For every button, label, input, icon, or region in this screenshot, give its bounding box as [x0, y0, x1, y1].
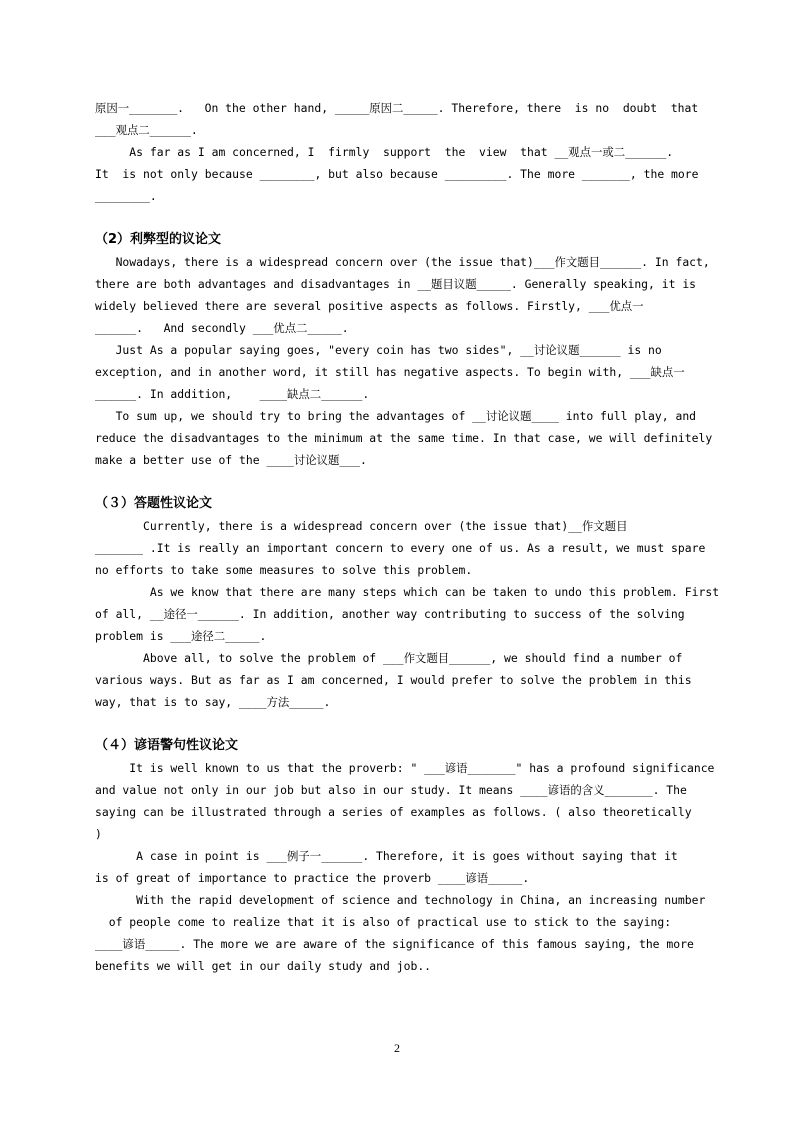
- text-line: _______ .It is really an important concern to every one of us. As a result, we must spare: [95, 541, 706, 555]
- page-number: 2: [394, 1041, 400, 1055]
- text-line: Above all, to solve the problem of ___作文题目______, we should find a number of: [95, 651, 683, 665]
- text-line: exception, and in another word, it still has negative aspects. To begin with, ___缺点一: [95, 365, 685, 379]
- text-line: ______. In addition, ____缺点二______.: [95, 387, 370, 401]
- text-line: It is not only because ________, but also because _________. The more _______, the more: [95, 167, 699, 181]
- text-line: reduce the disadvantages to the minimum at the same time. In that case, we will definitely: [95, 431, 713, 445]
- text-line: A case in point is ___例子一______. Therefore, it is goes without saying that it: [95, 849, 678, 863]
- text-line: ________.: [95, 189, 157, 203]
- text-line: various ways. But as far as I am concerned, I would prefer to solve the problem in this: [95, 673, 692, 687]
- text-line: With the rapid development of science and technology in China, an increasing number: [95, 893, 706, 907]
- text-line: ___观点二______.: [95, 123, 198, 137]
- section-heading: （2）利弊型的议论文: [95, 232, 222, 247]
- text-line: benefits we will get in our daily study and job..: [95, 959, 432, 973]
- text-line: To sum up, we should try to bring the advantages of __讨论议题____ into full play, and: [95, 409, 697, 423]
- text-line: is of great of importance to practice the proverb ____谚语_____.: [95, 871, 530, 885]
- text-line: ______. And secondly ___优点二_____.: [95, 321, 349, 335]
- text-line: ): [95, 827, 102, 841]
- text-line: It is well known to us that the proverb: " ___谚语_______" has a profound significance: [95, 761, 715, 775]
- text-line: ____谚语_____. The more we are aware of the significance of this famous saying, the more: [95, 937, 694, 951]
- section-heading: （３）答题性议论文: [95, 496, 213, 511]
- text-line: Currently, there is a widespread concern over (the issue that)__作文题目: [95, 519, 628, 533]
- text-line: way, that is to say, ____方法_____.: [95, 695, 331, 709]
- text-line: saying can be illustrated through a series of examples as follows. ( also theoretically: [95, 805, 692, 819]
- text-line: of people come to realize that it is also of practical use to stick to the saying:: [95, 915, 672, 929]
- text-line: no efforts to take some measures to solve this problem.: [95, 563, 473, 577]
- text-line: and value not only in our job but also in our study. It means ____谚语的含义_______. The: [95, 783, 687, 797]
- text-line: As far as I am concerned, I firmly support the view that __观点一或二______.: [95, 145, 674, 159]
- text-line: widely believed there are several positive aspects as follows. Firstly, ___优点一: [95, 299, 644, 313]
- text-line: Just As a popular saying goes, "every coin has two sides", __讨论议题______ is no: [95, 343, 662, 357]
- text-line: make a better use of the ____讨论议题___.: [95, 453, 367, 467]
- section-heading: （４）谚语警句性议论文: [95, 738, 239, 753]
- text-line: As we know that there are many steps which can be taken to undo this problem. First: [95, 585, 720, 599]
- text-line: of all, __途径一______. In addition, another way contributing to success of the solving: [95, 607, 685, 621]
- text-line: problem is ___途径二_____.: [95, 629, 267, 643]
- text-line: Nowadays, there is a widespread concern over (the issue that)___作文题目______. In fact,: [95, 255, 710, 269]
- text-line: 原因一_______. On the other hand, _____原因二_____. Therefore, there is no doubt that: [95, 101, 699, 115]
- text-line: there are both advantages and disadvantages in __题目议题_____. Generally speaking, it is: [95, 277, 697, 291]
